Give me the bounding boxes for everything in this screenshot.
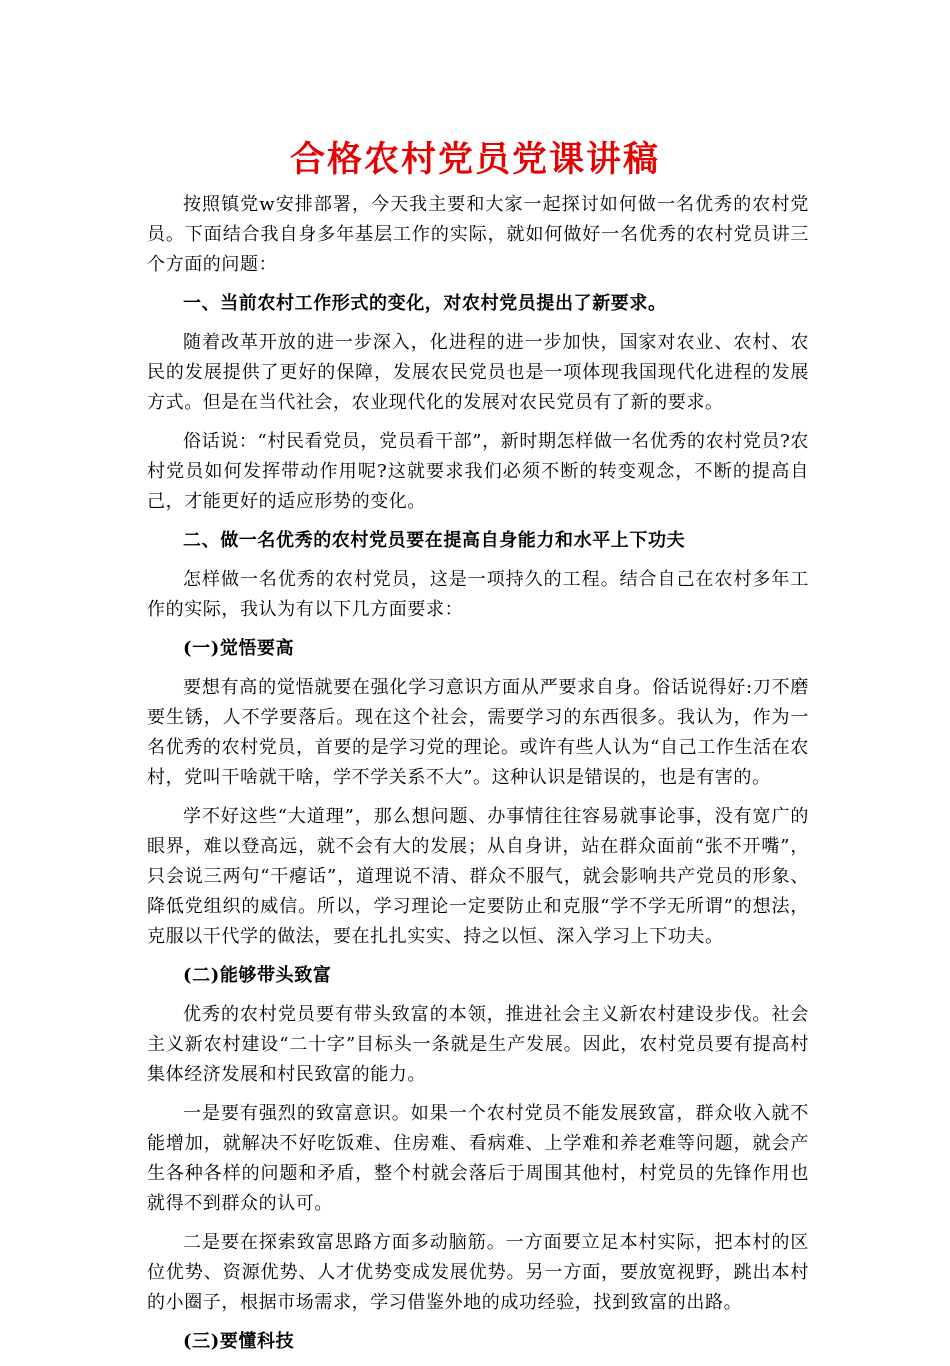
paragraph: 要想有高的觉悟就要在强化学习意识方面从严要求自身。俗话说得好:刀不磨要生锈，人不学要落后。现在这个社会，需要学习的东西很多。我认为，作为一名优秀的农村党员，首要的是学习党的理论。或许有些人认为“自己工作生活在农村，党叫干啥就干啥，学不学关系不大”。这种认识是错误的，也是有害的。 — [147, 677, 809, 788]
subsection-heading: (三)要懂科技 — [183, 1331, 295, 1352]
paragraph: 学不好这些“大道理”，那么想问题、办事情往往容易就事论事，没有宽广的眼界，难以登高远，就不会有大的发展；从自身讲，站在群众面前“张不开嘴”，只会说三两句“干瘪话”，道理说不清、群众不服气，就会影响共产党员的形象、降低党组织的威信。所以，学习理论一定要防止和克服“学不学无所谓”的想法，克服以干代学的做法，要在扎扎实实、持之以恒、深入学习上下功夫。 — [147, 806, 809, 947]
paragraph: 随着改革开放的进一步深入，化进程的进一步加快，国家对农业、农村、农民的发展提供了更好的保障，发展农民党员也是一项体现我国现代化进程的发展方式。但是在当代社会，农业现代化的发展对农民党员有了新的要求。 — [147, 332, 809, 413]
paragraph: 一是要有强烈的致富意识。如果一个农村党员不能发展致富，群众收入就不能增加，就解决不好吃饭难、住房难、看病难、上学难和养老难等问题，就会产生各种各样的问题和矛盾，整个村就会落后于周围其他村，村党员的先锋作用也就得不到群众的认可。 — [147, 1103, 809, 1214]
paragraph: 按照镇党w安排部署，今天我主要和大家一起探讨如何做一名优秀的农村党员。下面结合我自身多年基层工作的实际，就如何做好一名优秀的农村党员讲三个方面的问题： — [147, 194, 809, 275]
document-title: 合格农村党员党课讲稿 — [289, 139, 660, 180]
paragraph: 二是要在探索致富思路方面多动脑筋。一方面要立足本村实际，把本村的区位优势、资源优势、人才优势变成发展优势。另一方面，要放宽视野，跳出本村的小圈子，根据市场需求，学习借鉴外地的成功经验，找到致富的出路。 — [147, 1232, 809, 1313]
subsection-heading: (一)觉悟要高 — [183, 638, 295, 659]
subsection-heading: (二)能够带头致富 — [183, 965, 332, 986]
section-heading: 一、当前农村工作形式的变化，对农村党员提出了新要求。 — [183, 293, 667, 314]
paragraph: 怎样做一名优秀的农村党员，这是一项持久的工程。结合自己在农村多年工作的实际，我认为有以下几方面要求： — [147, 569, 809, 620]
section-heading: 二、做一名优秀的农村党员要在提高自身能力和水平上下功夫 — [183, 530, 686, 551]
document-body — [147, 190, 809, 1366]
paragraph: 优秀的农村党员要有带头致富的本领，推进社会主义新农村建设步伐。社会主义新农村建设“二十字”目标头一条就是生产发展。因此，农村党员要有提高村集体经济发展和村民致富的能力。 — [147, 1004, 809, 1085]
paragraph: 俗话说：“村民看党员，党员看干部”，新时期怎样做一名优秀的农村党员?农村党员如何发挥带动作用呢?这就要求我们必须不断的转变观念，不断的提高自己，才能更好的适应形势的变化。 — [147, 431, 809, 512]
